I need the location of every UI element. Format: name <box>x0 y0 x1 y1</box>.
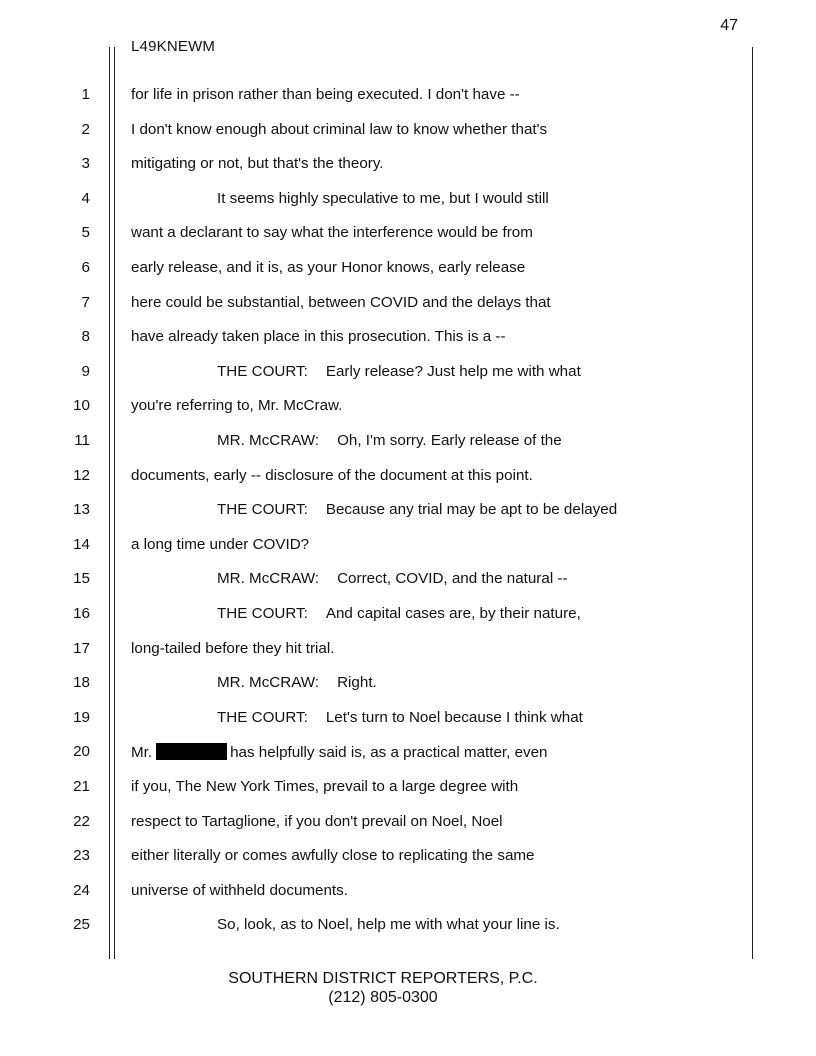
line-text <box>131 743 548 761</box>
line-number: 8 <box>81 328 90 346</box>
footer-phone: (212) 805-0300 <box>328 989 438 1006</box>
line-number: 19 <box>73 708 90 726</box>
spoken-text: Because any trial may be apt to be delayed <box>325 501 618 519</box>
transcript-line <box>0 839 816 874</box>
spoken-text: long-tailed before they hit trial. <box>131 639 335 657</box>
line-number: 6 <box>81 259 90 276</box>
transcript-line <box>0 632 816 667</box>
line-text <box>131 294 551 311</box>
line-number: 1 <box>81 86 90 103</box>
line-text <box>131 155 384 172</box>
spoken-text: So, look, as to Noel, help me with what your line is. <box>217 916 560 934</box>
line-text <box>131 847 535 864</box>
transcript-line <box>0 113 816 148</box>
transcript-line <box>0 251 816 286</box>
line-text <box>217 501 617 518</box>
transcript-line <box>0 286 816 321</box>
speaker-label: THE COURT: <box>217 708 308 726</box>
line-number: 14 <box>73 535 90 553</box>
line-text <box>131 778 518 795</box>
line-number: 16 <box>73 605 90 622</box>
line-number: 23 <box>73 847 90 865</box>
transcript-line <box>0 147 816 182</box>
line-number: 22 <box>73 812 90 830</box>
line-text <box>131 536 309 553</box>
transcript-line <box>0 701 816 736</box>
transcript-line <box>0 805 816 840</box>
transcript-line <box>0 908 816 943</box>
line-text <box>217 190 549 207</box>
transcript-line <box>0 182 816 217</box>
transcript-line <box>0 874 816 909</box>
speaker-label: MR. McCRAW: <box>217 432 320 449</box>
line-text <box>131 121 547 138</box>
spoken-text: Let's turn to Noel because I think what <box>325 708 583 726</box>
line-text <box>217 432 562 449</box>
spoken-text: Right. <box>337 674 377 692</box>
transcript-line <box>0 216 816 251</box>
transcript-line <box>0 528 816 563</box>
line-number: 3 <box>81 155 90 173</box>
transcript-line <box>0 389 816 424</box>
line-text-before-redaction: Mr. <box>131 744 153 762</box>
spoken-text: It seems highly speculative to me, but I would still <box>217 189 549 207</box>
spoken-text: respect to Tartaglione, if you don't prevail on Noel, Noel <box>131 812 503 830</box>
line-number: 13 <box>73 501 90 519</box>
footer-reporter: SOUTHERN DISTRICT REPORTERS, P.C. <box>228 970 538 987</box>
line-text <box>131 640 334 657</box>
line-text <box>217 605 581 622</box>
line-number: 24 <box>73 881 90 899</box>
transcript-line <box>0 320 816 355</box>
transcript-line <box>0 597 816 632</box>
spoken-text: mitigating or not, but that's the theory. <box>131 155 384 173</box>
line-text <box>131 467 533 484</box>
line-number: 25 <box>73 916 90 934</box>
transcript-line <box>0 424 816 459</box>
line-number: 17 <box>73 639 90 657</box>
spoken-text: have already taken place in this prosecution. This is a -- <box>131 328 506 346</box>
line-number: 10 <box>73 397 90 415</box>
spoken-text: documents, early -- disclosure of the document at this point. <box>131 466 533 484</box>
spoken-text: has helpfully said is, as a practical matter, even <box>230 744 548 762</box>
line-text <box>217 916 560 933</box>
line-text <box>131 328 506 345</box>
speaker-label: MR. McCRAW: <box>217 570 320 588</box>
line-number: 11 <box>74 432 90 449</box>
line-text <box>217 674 377 691</box>
speaker-label: MR. McCRAW: <box>217 674 320 692</box>
spoken-text: either literally or comes awfully close to replicating the same <box>131 847 535 865</box>
line-number: 2 <box>81 120 90 138</box>
line-text <box>131 86 520 103</box>
transcript-line <box>0 770 816 805</box>
transcript-line <box>0 666 816 701</box>
spoken-text: Oh, I'm sorry. Early release of the <box>337 432 562 449</box>
line-number: 21 <box>73 778 90 795</box>
transcript-line <box>0 78 816 113</box>
spoken-text: universe of withheld documents. <box>131 881 348 899</box>
line-text <box>217 363 581 380</box>
spoken-text: Correct, COVID, and the natural -- <box>337 570 568 588</box>
speaker-label: THE COURT: <box>217 605 308 622</box>
line-number: 7 <box>81 293 90 311</box>
line-number: 15 <box>73 570 90 588</box>
line-text <box>217 709 583 726</box>
line-text <box>131 224 533 241</box>
docket-code: L49KNEWM <box>131 38 216 55</box>
line-number: 4 <box>81 189 90 207</box>
line-number: 20 <box>73 743 90 761</box>
page-number: 47 <box>720 17 738 34</box>
transcript-line <box>0 562 816 597</box>
line-text <box>131 397 342 414</box>
speaker-label: THE COURT: <box>217 501 308 519</box>
line-number: 5 <box>81 224 90 242</box>
transcript-line <box>0 355 816 390</box>
line-text <box>217 570 568 587</box>
spoken-text: for life in prison rather than being executed. I don't have -- <box>131 86 520 103</box>
footer <box>0 969 766 1007</box>
line-number: 9 <box>81 362 90 380</box>
spoken-text: I don't know enough about criminal law to know whether that's <box>131 120 548 138</box>
spoken-text: Early release? Just help me with what <box>325 362 581 380</box>
spoken-text: if you, The New York Times, prevail to a large degree with <box>131 778 519 795</box>
spoken-text: early release, and it is, as your Honor knows, early release <box>131 259 526 276</box>
transcript-line <box>0 493 816 528</box>
redaction-box <box>156 743 227 760</box>
spoken-text: a long time under COVID? <box>131 535 310 553</box>
spoken-text: you're referring to, Mr. McCraw. <box>131 397 343 415</box>
spoken-text: here could be substantial, between COVID and the delays that <box>131 293 551 311</box>
line-text <box>131 882 348 899</box>
line-number: 18 <box>73 674 90 692</box>
line-text <box>131 259 525 276</box>
spoken-text: And capital cases are, by their nature, <box>325 605 581 622</box>
transcript-line <box>0 459 816 494</box>
transcript-line <box>0 735 816 770</box>
line-text <box>131 813 503 830</box>
line-number: 12 <box>73 466 90 484</box>
spoken-text: want a declarant to say what the interference would be from <box>131 224 533 242</box>
speaker-label: THE COURT: <box>217 362 308 380</box>
